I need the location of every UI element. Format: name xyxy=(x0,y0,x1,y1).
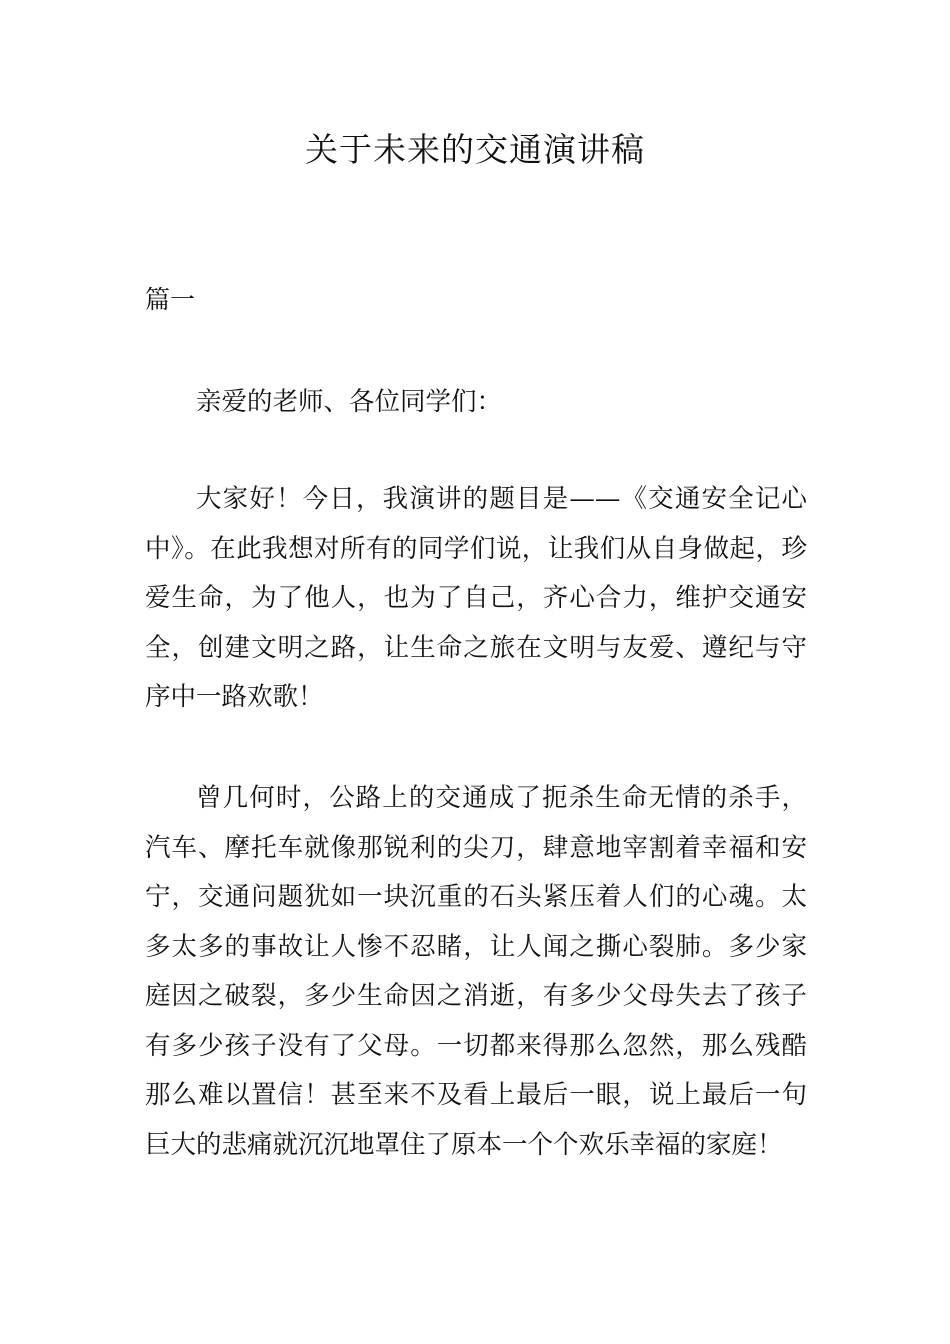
section-label: 篇一 xyxy=(145,285,196,314)
body-paragraph: 大家好！今日，我演讲的题目是——《交通安全记心中》。在此我想对所有的同学们说，让我们从自身做起，珍爱生命，为了他人，也为了自己，齐心合力，维护交通安全，创建文明之路，让生命之旅在文明与友爱、遵纪与守序中一路欢歌！ xyxy=(145,484,807,712)
page-title: 关于未来的交通演讲稿 xyxy=(305,130,645,169)
greeting-paragraph: 亲爱的老师、各位同学们： xyxy=(196,387,503,417)
body-paragraph: 曾几何时，公路上的交通成了扼杀生命无情的杀手，汽车、摩托车就像那锐利的尖刀，肆意地宰割着幸福和安宁，交通问题犹如一块沉重的石头紧压着人们的心魂。太多太多的事故让人惨不忍睹，让人闻之撕心裂肺。多少家庭因之破裂，多少生命因之消逝，有多少父母失去了孩子有多少孩子没有了父母。一切都来得那么忽然，那么残酷那么难以置信！甚至来不及看上最后一眼，说上最后一句巨大的悲痛就沉沉地罩住了原本一个个欢乐幸福的家庭！ xyxy=(145,783,807,1160)
